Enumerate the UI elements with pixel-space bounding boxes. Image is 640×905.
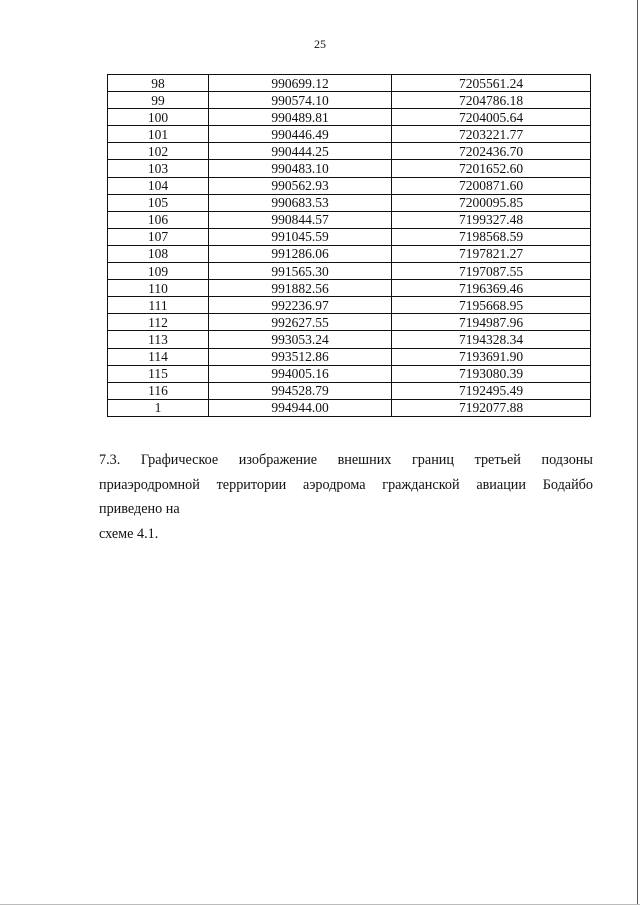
- table-row: [108, 399, 591, 416]
- table-row: [108, 211, 591, 228]
- point-number-cell: 101: [108, 126, 209, 143]
- y-coordinate-cell: 7205561.24: [392, 75, 591, 92]
- x-coordinate-cell: 991045.59: [209, 228, 392, 245]
- y-coordinate-cell: 7195668.95: [392, 297, 591, 314]
- x-coordinate-cell: 994944.00: [209, 399, 392, 416]
- point-number-cell: 98: [108, 75, 209, 92]
- y-coordinate-cell: 7196369.46: [392, 280, 591, 297]
- paragraph-word: подзоны: [541, 452, 593, 468]
- x-coordinate-cell: 994005.16: [209, 365, 392, 382]
- x-coordinate-cell: 991882.56: [209, 280, 392, 297]
- table-row: [108, 348, 591, 365]
- x-coordinate-cell: 990446.49: [209, 126, 392, 143]
- paragraph-word: границ: [411, 452, 454, 468]
- y-coordinate-cell: 7204786.18: [392, 92, 591, 109]
- x-coordinate-cell: 993053.24: [209, 331, 392, 348]
- paragraph-first-line: [99, 448, 593, 473]
- y-coordinate-cell: 7198568.59: [392, 228, 591, 245]
- point-number-cell: 109: [108, 263, 209, 280]
- y-coordinate-cell: 7202436.70: [392, 143, 591, 160]
- y-coordinate-cell: 7197087.55: [392, 263, 591, 280]
- paragraph-7-3: [99, 448, 593, 546]
- paragraph-line-2: приаэродромной территории аэродрома гражданской авиации Бодайбо приведено на: [99, 476, 593, 517]
- x-coordinate-cell: 990699.12: [209, 75, 392, 92]
- y-coordinate-cell: 7192077.88: [392, 399, 591, 416]
- y-coordinate-cell: 7200095.85: [392, 194, 591, 211]
- point-number-cell: 104: [108, 177, 209, 194]
- paragraph-line-3: схеме 4.1.: [99, 525, 159, 542]
- coordinates-table: [107, 74, 591, 417]
- paragraph-word: 7.3.: [99, 452, 121, 468]
- y-coordinate-cell: 7197821.27: [392, 245, 591, 262]
- table-row: [108, 92, 591, 109]
- y-coordinate-cell: 7192495.49: [392, 382, 591, 399]
- y-coordinate-cell: 7204005.64: [392, 109, 591, 126]
- point-number-cell: 99: [108, 92, 209, 109]
- y-coordinate-cell: 7194328.34: [392, 331, 591, 348]
- point-number-cell: 106: [108, 211, 209, 228]
- y-coordinate-cell: 7200871.60: [392, 177, 591, 194]
- page-number: 25: [314, 37, 326, 51]
- x-coordinate-cell: 990489.81: [209, 109, 392, 126]
- y-coordinate-cell: 7199327.48: [392, 211, 591, 228]
- x-coordinate-cell: 990562.93: [209, 177, 392, 194]
- point-number-cell: 108: [108, 245, 209, 262]
- paragraph-word: изображение: [238, 452, 317, 468]
- x-coordinate-cell: 994528.79: [209, 382, 392, 399]
- table-row: [108, 160, 591, 177]
- y-coordinate-cell: 7193691.90: [392, 348, 591, 365]
- x-coordinate-cell: 990444.25: [209, 143, 392, 160]
- paragraph-word: третьей: [474, 452, 521, 468]
- table-row: [108, 365, 591, 382]
- x-coordinate-cell: 993512.86: [209, 348, 392, 365]
- y-coordinate-cell: 7193080.39: [392, 365, 591, 382]
- y-coordinate-cell: 7201652.60: [392, 160, 591, 177]
- x-coordinate-cell: 990683.53: [209, 194, 392, 211]
- table-row: [108, 331, 591, 348]
- paragraph-word: внешних: [337, 452, 392, 468]
- table-row: [108, 143, 591, 160]
- x-coordinate-cell: 990844.57: [209, 211, 392, 228]
- y-coordinate-cell: 7203221.77: [392, 126, 591, 143]
- point-number-cell: 105: [108, 194, 209, 211]
- table-row: [108, 126, 591, 143]
- point-number-cell: 103: [108, 160, 209, 177]
- table-row: [108, 228, 591, 245]
- x-coordinate-cell: 992236.97: [209, 297, 392, 314]
- x-coordinate-cell: 991565.30: [209, 263, 392, 280]
- point-number-cell: 116: [108, 382, 209, 399]
- table-row: [108, 245, 591, 262]
- table-row: [108, 177, 591, 194]
- point-number-cell: 113: [108, 331, 209, 348]
- point-number-cell: 100: [108, 109, 209, 126]
- table-row: [108, 297, 591, 314]
- point-number-cell: 114: [108, 348, 209, 365]
- point-number-cell: 112: [108, 314, 209, 331]
- point-number-cell: 1: [108, 399, 209, 416]
- table-row: [108, 314, 591, 331]
- point-number-cell: 110: [108, 280, 209, 297]
- point-number-cell: 102: [108, 143, 209, 160]
- table-row: [108, 382, 591, 399]
- table-row: [108, 194, 591, 211]
- table-row: [108, 280, 591, 297]
- x-coordinate-cell: 990574.10: [209, 92, 392, 109]
- paragraph-word: Графическое: [140, 452, 219, 468]
- table-row: [108, 263, 591, 280]
- point-number-cell: 107: [108, 228, 209, 245]
- table-row: [108, 75, 591, 92]
- table-row: [108, 109, 591, 126]
- point-number-cell: 115: [108, 365, 209, 382]
- y-coordinate-cell: 7194987.96: [392, 314, 591, 331]
- x-coordinate-cell: 992627.55: [209, 314, 392, 331]
- point-number-cell: 111: [108, 297, 209, 314]
- x-coordinate-cell: 991286.06: [209, 245, 392, 262]
- page-edge-right: [637, 0, 638, 905]
- x-coordinate-cell: 990483.10: [209, 160, 392, 177]
